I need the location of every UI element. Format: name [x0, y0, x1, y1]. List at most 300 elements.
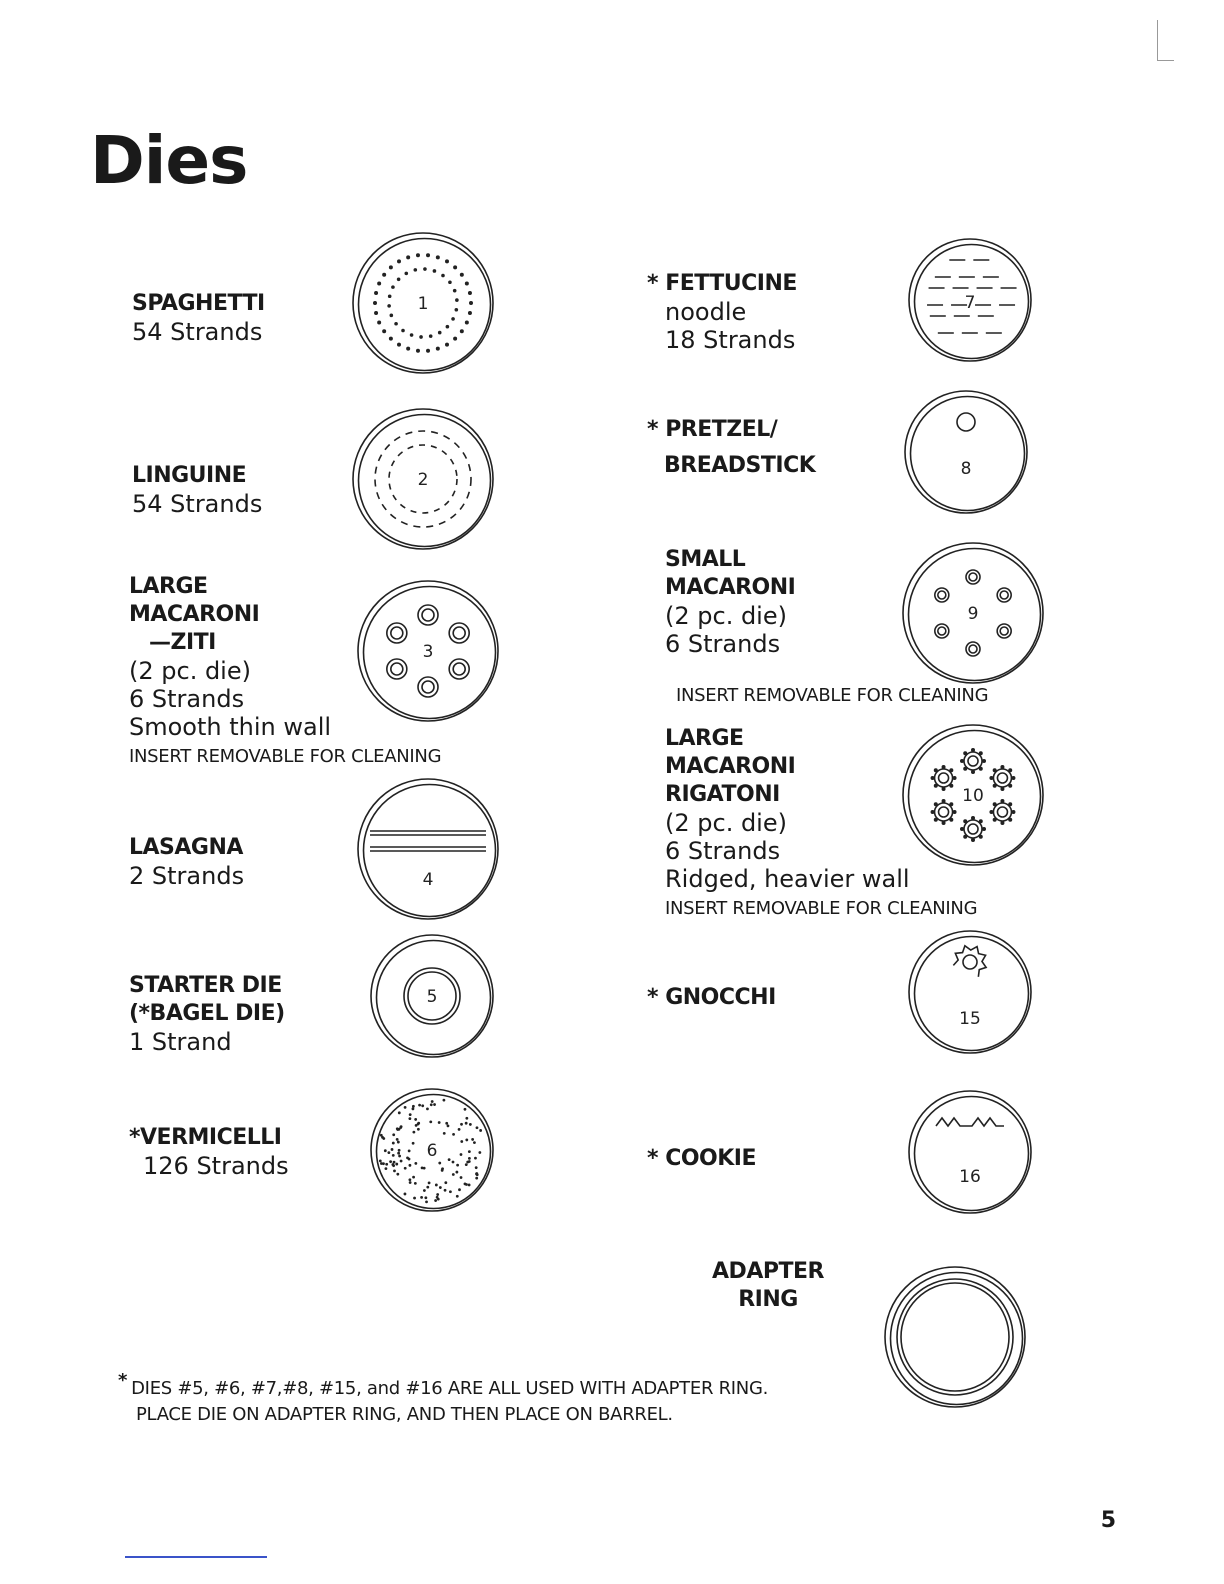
strand-hole — [397, 259, 401, 263]
die-strands: 2 Strands — [129, 862, 245, 890]
strand-hole — [379, 1159, 382, 1162]
rigatoni-ridge — [1000, 765, 1004, 769]
strand-hole — [392, 1164, 395, 1167]
rigatoni-ridge — [1008, 802, 1012, 806]
die-7-illustration — [906, 236, 1034, 364]
strand-hole — [410, 333, 414, 337]
rigatoni-ridge — [993, 784, 997, 788]
die-strands: 6 Strands — [665, 630, 781, 658]
macaroni-hole — [418, 677, 438, 697]
strand-hole — [460, 1123, 463, 1126]
rigatoni-hole — [993, 803, 1011, 821]
strand-hole — [389, 265, 393, 269]
strand-hole — [451, 317, 455, 321]
strand-hole — [436, 1193, 439, 1196]
strand-hole — [447, 1125, 450, 1128]
rigatoni-ridge — [993, 768, 997, 772]
strand-hole — [398, 1149, 401, 1152]
die-outer-rim — [909, 1091, 1031, 1213]
strand-hole — [384, 1149, 387, 1152]
strand-hole — [465, 281, 469, 285]
die-label-adapter-ring — [706, 1258, 830, 1314]
rigatoni-ridge — [953, 776, 957, 780]
gnocchi-shape — [953, 946, 986, 977]
strand-hole — [397, 1141, 400, 1144]
die-number: 6 — [426, 1141, 438, 1161]
rigatoni-ridge — [934, 818, 938, 822]
strand-hole — [452, 1173, 455, 1176]
macaroni-core — [969, 573, 977, 581]
macaroni-hole — [387, 623, 407, 643]
die-name: VERMICELLI — [140, 1125, 282, 1150]
page-number: 5 — [1100, 1508, 1116, 1533]
die-number: 2 — [417, 470, 429, 490]
rigatoni-ridge — [979, 819, 983, 823]
lasagna-slot — [370, 847, 486, 851]
rigatoni-ridge — [979, 767, 983, 771]
strand-hole — [385, 1167, 388, 1170]
rigatoni-core — [968, 824, 978, 834]
rigatoni-ridge — [963, 835, 967, 839]
strand-hole — [465, 321, 469, 325]
strand-hole — [421, 1104, 424, 1107]
strand-hole — [397, 278, 401, 282]
die-detail: Smooth thin wall — [129, 713, 332, 741]
strand-hole — [417, 1128, 420, 1131]
strand-hole — [388, 294, 392, 298]
strand-hole — [465, 1163, 468, 1166]
macaroni-core — [938, 591, 946, 599]
strand-hole — [380, 1162, 383, 1165]
strand-hole — [416, 349, 420, 353]
die-inner-rim — [915, 937, 1029, 1051]
strand-hole — [445, 259, 449, 263]
strand-hole — [396, 1127, 399, 1130]
rigatoni-ridge — [982, 827, 986, 831]
strand-hole — [452, 1161, 455, 1164]
rigatoni-ridge — [931, 776, 935, 780]
rigatoni-ridge — [960, 827, 964, 831]
die-label-small-macaroni — [665, 546, 795, 658]
rigatoni-ridge — [942, 821, 946, 825]
strand-hole — [468, 291, 472, 295]
rigatoni-ridge — [979, 751, 983, 755]
rigatoni-ridge — [1011, 810, 1015, 814]
strand-hole — [456, 1195, 459, 1198]
strand-hole — [468, 311, 472, 315]
rigatoni-ridge — [949, 784, 953, 788]
strand-hole — [479, 1129, 482, 1132]
die-name: LINGUINE — [132, 463, 247, 488]
die-4-illustration — [355, 776, 501, 922]
strand-hole — [460, 1153, 463, 1156]
strand-hole — [448, 1158, 451, 1161]
strand-hole — [382, 273, 386, 277]
strand-hole — [455, 1171, 458, 1174]
strand-hole — [468, 1184, 471, 1187]
strand-hole — [439, 1186, 442, 1189]
strand-hole — [414, 268, 418, 272]
macaroni-core — [453, 663, 465, 675]
macaroni-core — [1000, 627, 1008, 635]
strand-hole — [412, 1107, 415, 1110]
strand-hole — [458, 1128, 461, 1131]
gnocchi-core — [963, 955, 977, 969]
rigatoni-ridge — [971, 748, 975, 752]
die-label-fettucine — [647, 270, 797, 354]
die-strands: 6 Strands — [129, 685, 245, 713]
strand-hole — [443, 1132, 446, 1135]
strand-hole — [391, 1148, 394, 1151]
die-label-starter-die — [129, 972, 285, 1056]
die-10-illustration — [900, 722, 1046, 868]
die-name-line: —ZITI — [149, 630, 216, 655]
die-strands: 54 Strands — [132, 490, 263, 518]
adapter-ring-illustration — [882, 1264, 1028, 1410]
die-3-illustration — [355, 578, 501, 724]
footnote-line-2: PLACE DIE ON ADAPTER RING, AND THEN PLACE ON BARREL. — [136, 1404, 673, 1425]
strand-hole — [393, 1161, 396, 1164]
strand-hole — [377, 281, 381, 285]
macaroni-hole — [997, 624, 1011, 638]
die-label-cookie — [647, 1145, 756, 1173]
die-1-illustration — [350, 230, 496, 376]
strand-hole — [429, 1120, 432, 1123]
die-detail: (2 pc. die) — [665, 809, 787, 837]
macaroni-hole — [387, 659, 407, 679]
strand-hole — [446, 325, 450, 329]
strand-hole — [396, 1138, 399, 1141]
strand-hole — [419, 335, 423, 339]
strand-hole — [424, 1196, 427, 1199]
macaroni-hole — [966, 570, 980, 584]
strand-hole — [433, 269, 437, 273]
strand-hole — [377, 321, 381, 325]
die-name: GNOCCHI — [665, 985, 776, 1010]
die-detail: Ridged, heavier wall — [665, 865, 910, 893]
strand-hole — [414, 1118, 417, 1121]
rigatoni-hole — [993, 769, 1011, 787]
die-number: 9 — [967, 604, 979, 624]
strand-hole — [473, 1141, 476, 1144]
strand-hole — [453, 337, 457, 341]
strand-hole — [455, 298, 459, 302]
macaroni-core — [422, 609, 434, 621]
rigatoni-ridge — [982, 759, 986, 763]
strand-hole — [469, 1123, 472, 1126]
strand-hole — [460, 1140, 463, 1143]
strand-hole — [391, 285, 395, 289]
strand-hole — [460, 273, 464, 277]
strand-hole — [466, 1161, 469, 1164]
strand-hole — [408, 1149, 411, 1152]
strand-hole — [448, 280, 452, 284]
die-strands: 126 Strands — [143, 1152, 289, 1180]
macaroni-core — [453, 627, 465, 639]
die-number: 3 — [422, 642, 434, 662]
rigatoni-ridge — [934, 784, 938, 788]
macaroni-hole — [966, 642, 980, 656]
die-name-line: PRETZEL/ — [665, 417, 778, 442]
strand-hole — [374, 291, 378, 295]
strand-hole — [420, 1196, 423, 1199]
rigatoni-ridge — [971, 816, 975, 820]
die-number: 8 — [960, 459, 972, 479]
strand-hole — [392, 1133, 395, 1136]
strand-hole — [416, 253, 420, 257]
die-detail: noodle — [665, 298, 747, 326]
pretzel-hole — [957, 413, 975, 431]
die-strands: 6 Strands — [665, 837, 781, 865]
die-name-line: LARGE — [129, 574, 208, 599]
strand-hole — [465, 1139, 468, 1142]
die-name-line: MACARONI — [665, 754, 796, 779]
strand-hole — [426, 253, 430, 257]
die-detail: (2 pc. die) — [665, 602, 787, 630]
adapter-inner-ring — [897, 1279, 1013, 1395]
rigatoni-hole — [935, 803, 953, 821]
die-number: 7 — [964, 293, 976, 313]
rigatoni-hole — [935, 769, 953, 787]
macaroni-core — [422, 681, 434, 693]
die-9-illustration — [900, 540, 1046, 686]
die-2-illustration — [350, 406, 496, 552]
die-name-line: BREADSTICK — [664, 453, 816, 478]
strand-hole — [435, 1184, 438, 1187]
strand-hole — [412, 1105, 415, 1108]
die-name-line: SMALL — [665, 547, 746, 572]
rigatoni-core — [968, 756, 978, 766]
strand-hole — [468, 1150, 471, 1153]
die-8-illustration — [902, 388, 1030, 516]
rigatoni-ridge — [1000, 799, 1004, 803]
die-name-line: RING — [738, 1287, 798, 1312]
strand-hole — [409, 1181, 412, 1184]
die-note: INSERT REMOVABLE FOR CLEANING — [665, 898, 978, 919]
strand-hole — [426, 349, 430, 353]
strand-hole — [374, 311, 378, 315]
die-outer-rim — [905, 391, 1027, 513]
strand-hole — [408, 1158, 411, 1161]
strand-hole — [455, 308, 459, 312]
strand-hole — [436, 347, 440, 351]
macaroni-core — [1000, 591, 1008, 599]
strand-hole — [429, 334, 433, 338]
strand-hole — [404, 1193, 407, 1196]
adapter-inner-ring — [901, 1283, 1009, 1391]
die-strands: 1 Strand — [129, 1028, 232, 1056]
strand-hole — [414, 1162, 417, 1165]
rigatoni-ridge — [993, 802, 997, 806]
strand-hole — [409, 1164, 412, 1167]
strand-hole — [443, 1099, 446, 1102]
rigatoni-hole — [964, 820, 982, 838]
footnote-line-1: DIES #5, #6, #7,#8, #15, and #16 ARE ALL USED WITH ADAPTER RING. — [131, 1378, 769, 1399]
rigatoni-ridge — [1008, 768, 1012, 772]
strand-hole — [476, 1126, 479, 1129]
die-name: SPAGHETTI — [132, 291, 265, 316]
strand-hole — [475, 1177, 478, 1180]
macaroni-core — [938, 627, 946, 635]
rigatoni-ridge — [953, 810, 957, 814]
rigatoni-ridge — [949, 768, 953, 772]
die-strands: 54 Strands — [132, 318, 263, 346]
rigatoni-ridge — [934, 768, 938, 772]
rigatoni-ridge — [1000, 821, 1004, 825]
die-name-line: STARTER DIE — [129, 973, 282, 998]
strand-hole — [408, 1117, 411, 1120]
die-label-lasagna — [129, 834, 244, 890]
rigatoni-ridge — [942, 765, 946, 769]
strand-hole — [406, 347, 410, 351]
die-label-pretzel-breadstick — [647, 412, 815, 484]
strand-hole — [404, 1167, 407, 1170]
rigatoni-ridge — [1008, 818, 1012, 822]
strand-hole — [436, 255, 440, 259]
footnote-asterisk: * — [118, 1370, 128, 1391]
die-inner-rim — [891, 1273, 1023, 1405]
asterisk: * — [647, 985, 659, 1010]
strand-hole — [445, 1122, 448, 1125]
macaroni-hole — [449, 659, 469, 679]
die-number: 1 — [417, 294, 429, 314]
strand-hole — [474, 1157, 477, 1160]
rigatoni-ridge — [989, 776, 993, 780]
rigatoni-core — [939, 807, 949, 817]
rigatoni-ridge — [949, 818, 953, 822]
die-label-spaghetti — [132, 290, 265, 346]
die-number: 10 — [962, 786, 984, 806]
die-inner-rim — [915, 1097, 1029, 1211]
rigatoni-ridge — [971, 838, 975, 842]
strand-hole — [418, 1104, 421, 1107]
die-name-line: MACARONI — [665, 575, 796, 600]
rigatoni-ridge — [963, 819, 967, 823]
strand-hole — [441, 274, 445, 278]
die-5-illustration — [368, 932, 496, 1060]
strand-hole — [471, 1138, 474, 1141]
strand-hole — [475, 1166, 478, 1169]
strand-hole — [438, 1162, 441, 1165]
macaroni-hole — [449, 623, 469, 643]
strand-hole — [412, 1142, 415, 1145]
strand-hole — [428, 1181, 431, 1184]
strand-hole — [458, 1188, 461, 1191]
strand-hole — [433, 1103, 436, 1106]
die-name-line: RIGATONI — [665, 782, 780, 807]
strand-hole — [396, 1173, 399, 1176]
strand-hole — [393, 1169, 396, 1172]
strand-hole — [380, 1134, 383, 1137]
die-name-line: LARGE — [665, 726, 744, 751]
macaroni-core — [391, 663, 403, 675]
die-outer-rim — [885, 1267, 1025, 1407]
macaroni-core — [391, 627, 403, 639]
strand-hole — [398, 1111, 401, 1114]
rigatoni-ridge — [989, 810, 993, 814]
die-label-vermicelli — [129, 1124, 289, 1180]
strand-hole — [469, 301, 473, 305]
die-6-illustration — [368, 1086, 496, 1214]
strand-hole — [453, 265, 457, 269]
macaroni-core — [969, 645, 977, 653]
strand-hole — [415, 1124, 418, 1127]
die-number: 15 — [959, 1009, 981, 1029]
strand-hole — [385, 1163, 388, 1166]
strand-hole — [394, 322, 398, 326]
strand-hole — [426, 1107, 429, 1110]
die-name-line: (*BAGEL DIE) — [129, 1001, 285, 1026]
die-outer-rim — [358, 779, 498, 919]
strand-hole — [373, 301, 377, 305]
strand-hole — [449, 1190, 452, 1193]
strand-hole — [456, 1164, 459, 1167]
asterisk: * — [647, 1146, 659, 1171]
macaroni-hole — [935, 588, 949, 602]
die-detail: (2 pc. die) — [129, 657, 251, 685]
strand-hole — [398, 1155, 401, 1158]
lasagna-slot — [370, 831, 486, 835]
strand-hole — [389, 337, 393, 341]
strand-hole — [395, 1163, 398, 1166]
strand-hole — [387, 1151, 390, 1154]
rigatoni-ridge — [963, 767, 967, 771]
strand-hole — [434, 1199, 437, 1202]
strand-hole — [399, 1126, 402, 1129]
die-name-line: MACARONI — [129, 602, 260, 627]
strand-hole — [430, 1103, 433, 1106]
strand-hole — [468, 1157, 471, 1160]
die-number: 5 — [426, 987, 438, 1007]
rigatoni-ridge — [1008, 784, 1012, 788]
strand-hole — [389, 1160, 392, 1163]
die-15-illustration — [906, 928, 1034, 1056]
rigatoni-ridge — [934, 802, 938, 806]
rigatoni-ridge — [960, 759, 964, 763]
die-note: INSERT REMOVABLE FOR CLEANING — [676, 685, 989, 706]
strand-hole — [401, 329, 405, 333]
strand-hole — [445, 343, 449, 347]
strand-hole — [441, 1167, 444, 1170]
rigatoni-ridge — [979, 835, 983, 839]
asterisk: * — [647, 271, 659, 296]
die-label-gnocchi — [647, 984, 776, 1012]
bottom-rule — [125, 1556, 267, 1558]
die-name: COOKIE — [665, 1146, 756, 1171]
strand-hole — [382, 329, 386, 333]
rigatoni-ridge — [1000, 787, 1004, 791]
strand-hole — [423, 1189, 426, 1192]
die-number: 4 — [422, 870, 434, 890]
rigatoni-ridge — [971, 770, 975, 774]
rigatoni-ridge — [963, 751, 967, 755]
rigatoni-ridge — [942, 799, 946, 803]
strand-hole — [475, 1172, 478, 1175]
strand-hole — [414, 1182, 417, 1185]
strand-hole — [453, 289, 457, 293]
asterisk: * — [647, 417, 659, 442]
strand-hole — [444, 1181, 447, 1184]
cookie-slot — [936, 1118, 1004, 1126]
strand-hole — [438, 1121, 441, 1124]
die-16-illustration — [906, 1088, 1034, 1216]
die-number: 16 — [959, 1167, 981, 1187]
rigatoni-ridge — [931, 810, 935, 814]
strand-hole — [412, 1176, 415, 1179]
strand-hole — [387, 304, 391, 308]
strand-hole — [413, 1197, 416, 1200]
strand-hole — [397, 343, 401, 347]
